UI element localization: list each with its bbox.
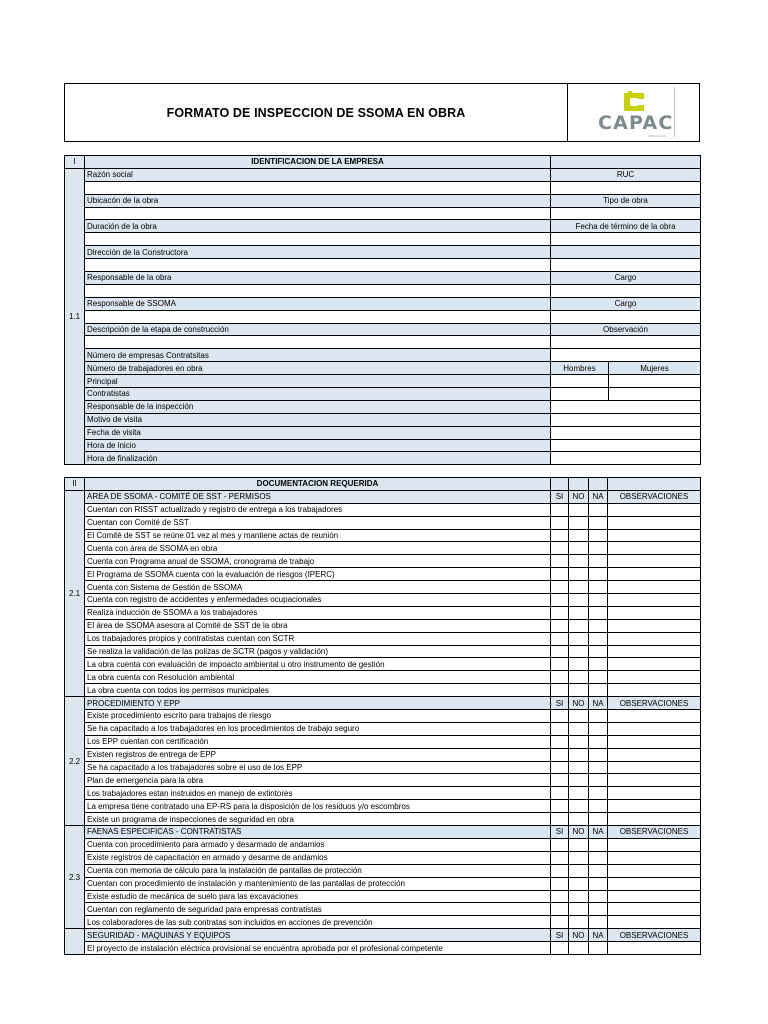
field-na[interactable] — [589, 568, 608, 581]
field-observaciones[interactable] — [608, 864, 701, 877]
label-cargo-ssoma: Cargo — [551, 297, 701, 310]
column-header-observaciones: OBSERVACIONES — [608, 697, 701, 710]
form-title: FORMATO DE INSPECCION DE SSOMA EN OBRA — [65, 84, 568, 141]
field-na[interactable] — [589, 671, 608, 684]
checklist-row — [65, 555, 701, 568]
field-no[interactable] — [569, 761, 589, 774]
field-si[interactable] — [551, 581, 569, 594]
field-na[interactable] — [589, 658, 608, 671]
label-responsable-ssoma: Responsable de SSOMA — [85, 297, 551, 310]
field-no[interactable] — [569, 568, 589, 581]
field-si[interactable] — [551, 761, 569, 774]
field-na[interactable] — [589, 542, 608, 555]
checklist-item: La obra cuenta con evaluación de impoacto ambiental u otro instrumento de gestión — [85, 658, 551, 671]
field-direccion-extra[interactable] — [551, 259, 701, 272]
checklist-item: La obra cuenta con Resolución ambiental — [85, 671, 551, 684]
label-duracion: Duración de la obra — [85, 220, 551, 233]
field-observaciones[interactable] — [608, 594, 701, 607]
field-no[interactable] — [569, 851, 589, 864]
field-contratistas-hombres[interactable] — [551, 388, 609, 401]
column-header-na: NA — [589, 490, 608, 503]
section-number: II — [65, 478, 85, 491]
field-na[interactable] — [589, 632, 608, 645]
field-observaciones[interactable] — [608, 851, 701, 864]
field-na[interactable] — [589, 787, 608, 800]
field-no[interactable] — [569, 581, 589, 594]
checklist-row — [65, 606, 701, 619]
column-header-na: NA — [589, 929, 608, 942]
field-observaciones[interactable] — [608, 619, 701, 632]
column-header-si: SI — [551, 929, 569, 942]
field-observaciones[interactable] — [608, 800, 701, 813]
checklist-item: Existe estudio de mecánica de suelo para las excavaciones — [85, 890, 551, 903]
label-responsable-obra: Responsable de la obra — [85, 272, 551, 285]
field-observaciones[interactable] — [608, 890, 701, 903]
label-ubicacion: Ubicacón de la obra — [85, 194, 551, 207]
checklist-row — [65, 916, 701, 929]
checklist-item: Los EPP cuentan con certificación — [85, 735, 551, 748]
checklist-item: Realiza inducción de SSOMA a los trabajadores — [85, 606, 551, 619]
checklist-row — [65, 671, 701, 684]
field-cargo-ssoma[interactable] — [551, 310, 701, 323]
label-num-empresas: Número de empresas Contratsitas — [85, 349, 551, 362]
column-header-na: NA — [589, 826, 608, 839]
column-header-si: SI — [551, 826, 569, 839]
field-na[interactable] — [589, 864, 608, 877]
field-observaciones[interactable] — [608, 877, 701, 890]
header-blank — [569, 478, 589, 491]
field-direccion[interactable] — [85, 259, 551, 272]
subsection-number — [65, 929, 85, 955]
field-ruc[interactable] — [551, 181, 701, 194]
field-si[interactable] — [551, 864, 569, 877]
field-si[interactable] — [551, 684, 569, 697]
field-duracion[interactable] — [85, 233, 551, 246]
field-na[interactable] — [589, 903, 608, 916]
label-responsable-inspeccion: Responsable de la inspección — [85, 400, 551, 413]
header-blank — [589, 478, 608, 491]
field-observaciones[interactable] — [608, 942, 701, 955]
field-observaciones[interactable] — [608, 516, 701, 529]
field-fecha-visita[interactable] — [551, 426, 701, 439]
field-principal-hombres[interactable] — [551, 375, 609, 388]
checklist-item: Cuenta con memoria de cálculo para la instalación de pantallas de protección — [85, 864, 551, 877]
field-num-empresas[interactable] — [551, 349, 701, 362]
subsection-title: PROCEDIMIENTO Y EPP — [85, 697, 551, 710]
checklist-item: Se ha capacitado a los trabajadores sobre el uso de los EPP — [85, 761, 551, 774]
checklist-row — [65, 864, 701, 877]
checklist-item: La obra cuenta con todos los permisos municipales — [85, 684, 551, 697]
field-observaciones[interactable] — [608, 916, 701, 929]
label-hora-inicio: Hora de inicio — [85, 439, 551, 452]
label-fecha-visita: Fecha de visita — [85, 426, 551, 439]
field-tipo-obra[interactable] — [551, 207, 701, 220]
subsection-number: 1.1 — [65, 168, 85, 464]
checklist-item: Cuentan con reglamento de seguridad para empresas contratistas — [85, 903, 551, 916]
field-na[interactable] — [589, 606, 608, 619]
field-observaciones[interactable] — [608, 748, 701, 761]
checklist-item: Plan de emergencia para la obra — [85, 774, 551, 787]
checklist-item: Los trabajadores propios y contratistas cuentan con SCTR — [85, 632, 551, 645]
checklist-item: Cuenta con Programa anual de SSOMA, cronograma de trabajo — [85, 555, 551, 568]
label-contratistas: Contratistas — [85, 388, 551, 401]
logo-wordmark: CAPAC — [598, 112, 674, 134]
field-observaciones[interactable] — [608, 555, 701, 568]
checklist-item: Cuentan con RISST actualizado y registro de entrega a los trabajadores — [85, 503, 551, 516]
field-no[interactable] — [569, 710, 589, 723]
field-observaciones[interactable] — [608, 581, 701, 594]
column-header-na: NA — [589, 697, 608, 710]
field-na[interactable] — [589, 619, 608, 632]
field-no[interactable] — [569, 542, 589, 555]
checklist-row — [65, 529, 701, 542]
field-na[interactable] — [589, 684, 608, 697]
field-observaciones[interactable] — [608, 710, 701, 723]
section-documentacion — [64, 477, 701, 955]
field-na[interactable] — [589, 838, 608, 851]
checklist-item: Se ha capacitado a los trabajadores en los procedimientos de trabajo seguro — [85, 722, 551, 735]
field-principal-mujeres[interactable] — [609, 375, 701, 388]
field-no[interactable] — [569, 594, 589, 607]
header-blank — [551, 478, 569, 491]
checklist-item: El Comité de SST se reúne 01 vez al mes y mantiene actas de reunión — [85, 529, 551, 542]
subsection-title: FAENAS ESPECIFICAS - CONTRATISTAS — [85, 826, 551, 839]
field-si[interactable] — [551, 903, 569, 916]
checklist-row — [65, 800, 701, 813]
field-na[interactable] — [589, 503, 608, 516]
field-observaciones[interactable] — [608, 761, 701, 774]
field-no[interactable] — [569, 748, 589, 761]
field-observaciones[interactable] — [608, 503, 701, 516]
label-principal: Principal — [85, 375, 551, 388]
column-header-si: SI — [551, 490, 569, 503]
field-si[interactable] — [551, 594, 569, 607]
checklist-item: Existe un programa de inspecciones de seguridad en obra — [85, 813, 551, 826]
section-identificacion — [64, 155, 701, 465]
field-observaciones[interactable] — [608, 787, 701, 800]
header-blank — [551, 156, 701, 169]
field-no[interactable] — [569, 606, 589, 619]
field-no[interactable] — [569, 684, 589, 697]
field-observaciones[interactable] — [608, 632, 701, 645]
checklist-item: Existe procedimiento escrito para trabajos de riesgo — [85, 710, 551, 723]
capac-logo-icon — [622, 91, 646, 113]
column-header-observaciones: OBSERVACIONES — [608, 826, 701, 839]
field-na[interactable] — [589, 516, 608, 529]
field-no[interactable] — [569, 877, 589, 890]
field-na[interactable] — [589, 555, 608, 568]
checklist-item: Los trabajadores estan instruidos en manejo de extintores — [85, 787, 551, 800]
field-si[interactable] — [551, 800, 569, 813]
checklist-item: Cuenta con área de SSOMA en obra — [85, 542, 551, 555]
field-si[interactable] — [551, 568, 569, 581]
field-razon-social[interactable] — [85, 181, 551, 194]
field-na[interactable] — [589, 761, 608, 774]
checklist-row — [65, 890, 701, 903]
field-observaciones[interactable] — [608, 645, 701, 658]
field-observaciones[interactable] — [608, 722, 701, 735]
checklist-item: El área de SSOMA asesora al Comité de SST de la obra — [85, 619, 551, 632]
column-header-observaciones: OBSERVACIONES — [608, 929, 701, 942]
field-no[interactable] — [569, 864, 589, 877]
field-no[interactable] — [569, 787, 589, 800]
field-no[interactable] — [569, 916, 589, 929]
field-na[interactable] — [589, 877, 608, 890]
field-responsable-obra[interactable] — [85, 284, 551, 297]
field-si[interactable] — [551, 748, 569, 761]
field-si[interactable] — [551, 516, 569, 529]
section-number: I — [65, 156, 85, 169]
checklist-row — [65, 903, 701, 916]
field-observaciones[interactable] — [608, 903, 701, 916]
field-observaciones[interactable] — [608, 684, 701, 697]
field-cargo-obra[interactable] — [551, 284, 701, 297]
field-na[interactable] — [589, 722, 608, 735]
checklist-row — [65, 838, 701, 851]
label-num-trabajadores: Número de trabajadores en obra — [85, 362, 551, 375]
checklist-item: El proyecto de instalación eléctrica provisional se encuentra aprobada por el profesional competente — [85, 942, 551, 955]
field-no[interactable] — [569, 503, 589, 516]
checklist-row — [65, 503, 701, 516]
checklist-item: Existen registros de entrega de EPP — [85, 748, 551, 761]
field-si[interactable] — [551, 813, 569, 826]
column-header-si: SI — [551, 697, 569, 710]
field-observaciones[interactable] — [608, 606, 701, 619]
subsection-number: 2.2 — [65, 697, 85, 826]
field-contratistas-mujeres[interactable] — [609, 388, 701, 401]
form-header — [64, 83, 700, 142]
field-observaciones[interactable] — [608, 813, 701, 826]
field-no[interactable] — [569, 774, 589, 787]
field-si[interactable] — [551, 619, 569, 632]
field-no[interactable] — [569, 735, 589, 748]
column-header-no: NO — [569, 929, 589, 942]
label-hora-fin: Hora de finalización — [85, 452, 551, 465]
checklist-row — [65, 594, 701, 607]
checklist-row — [65, 568, 701, 581]
field-si[interactable] — [551, 916, 569, 929]
field-responsable-inspeccion[interactable] — [551, 400, 701, 413]
column-header-no: NO — [569, 697, 589, 710]
field-no[interactable] — [569, 903, 589, 916]
field-no[interactable] — [569, 838, 589, 851]
checklist-item: Se realiza la validación de las polizas de SCTR (pagos y validación) — [85, 645, 551, 658]
label-direccion: Dirección de la Constructora — [85, 246, 551, 259]
logo-divider — [674, 87, 675, 137]
column-header-observaciones: OBSERVACIONES — [608, 490, 701, 503]
field-responsable-ssoma[interactable] — [85, 310, 551, 323]
subsection-number: 2.1 — [65, 490, 85, 696]
label-observacion: Observación — [551, 323, 701, 336]
field-si[interactable] — [551, 851, 569, 864]
logo-subtitle: ASOCIADOS — [648, 134, 666, 138]
field-observaciones[interactable] — [608, 774, 701, 787]
field-na[interactable] — [589, 813, 608, 826]
column-header-no: NO — [569, 826, 589, 839]
checklist-row — [65, 748, 701, 761]
field-observaciones[interactable] — [608, 735, 701, 748]
field-observaciones[interactable] — [608, 671, 701, 684]
field-ubicacion[interactable] — [85, 207, 551, 220]
field-si[interactable] — [551, 710, 569, 723]
field-observaciones[interactable] — [608, 529, 701, 542]
field-observacion[interactable] — [551, 336, 701, 349]
field-si[interactable] — [551, 542, 569, 555]
field-observaciones[interactable] — [608, 542, 701, 555]
field-no[interactable] — [569, 619, 589, 632]
label-fecha-termino: Fecha de término de la obra — [551, 220, 701, 233]
checklist-row — [65, 632, 701, 645]
field-no[interactable] — [569, 942, 589, 955]
label-motivo: Motivo de visita — [85, 413, 551, 426]
checklist-item: La empresa tiene contratado una EP-RS para la disposición de los residuos y/o escombros — [85, 800, 551, 813]
field-na[interactable] — [589, 529, 608, 542]
checklist-row — [65, 684, 701, 697]
field-no[interactable] — [569, 555, 589, 568]
checklist-row — [65, 761, 701, 774]
field-no[interactable] — [569, 658, 589, 671]
subsection-title: AREA DE SSOMA - COMITÉ DE SST - PERMISOS — [85, 490, 551, 503]
checklist-row — [65, 619, 701, 632]
field-si[interactable] — [551, 735, 569, 748]
field-no[interactable] — [569, 890, 589, 903]
field-na[interactable] — [589, 594, 608, 607]
field-no[interactable] — [569, 632, 589, 645]
label-ruc: RUC — [551, 168, 701, 181]
checklist-item: Cuenta con procedimiento para armado y desarmado de andamios — [85, 838, 551, 851]
field-na[interactable] — [589, 645, 608, 658]
checklist-row — [65, 542, 701, 555]
field-si[interactable] — [551, 645, 569, 658]
checklist-item: El Programa de SSOMA cuenta con la evaluación de riesgos (IPERC) — [85, 568, 551, 581]
field-observaciones[interactable] — [608, 838, 701, 851]
field-na[interactable] — [589, 916, 608, 929]
field-no[interactable] — [569, 671, 589, 684]
field-na[interactable] — [589, 735, 608, 748]
field-descripcion[interactable] — [85, 336, 551, 349]
field-si[interactable] — [551, 942, 569, 955]
checklist-row — [65, 710, 701, 723]
checklist-row — [65, 645, 701, 658]
checklist-row — [65, 774, 701, 787]
checklist-item: Existe registros de capacitación en armado y desarme de andamios — [85, 851, 551, 864]
field-na[interactable] — [589, 581, 608, 594]
field-observaciones[interactable] — [608, 658, 701, 671]
field-si[interactable] — [551, 787, 569, 800]
checklist-row — [65, 516, 701, 529]
subsection-number: 2.3 — [65, 826, 85, 929]
checklist-row — [65, 942, 701, 955]
field-na[interactable] — [589, 890, 608, 903]
field-si[interactable] — [551, 838, 569, 851]
header-blank — [608, 478, 701, 491]
field-observaciones[interactable] — [608, 568, 701, 581]
field-hora-fin[interactable] — [551, 452, 701, 465]
checklist-row — [65, 658, 701, 671]
field-na[interactable] — [589, 942, 608, 955]
field-no[interactable] — [569, 645, 589, 658]
label-razon-social: Razón social — [85, 168, 551, 181]
checklist-item: Los colaboradores de las sub contratas son incluidos en acciones de prevención — [85, 916, 551, 929]
label-hombres: Hombres — [551, 362, 609, 375]
checklist-row — [65, 735, 701, 748]
field-na[interactable] — [589, 774, 608, 787]
field-si[interactable] — [551, 774, 569, 787]
checklist-row — [65, 851, 701, 864]
field-si[interactable] — [551, 658, 569, 671]
checklist-row — [65, 581, 701, 594]
field-si[interactable] — [551, 529, 569, 542]
field-fecha-termino[interactable] — [551, 233, 701, 246]
checklist-row — [65, 877, 701, 890]
checklist-item: Cuentan con procedimiento de instalación y mantenimiento de las pantallas de protección — [85, 877, 551, 890]
field-motivo[interactable] — [551, 413, 701, 426]
field-no[interactable] — [569, 813, 589, 826]
field-na[interactable] — [589, 748, 608, 761]
label-descripcion: Descripción de la etapa de construcción — [85, 323, 551, 336]
label-tipo-obra: Tipo de obra — [551, 194, 701, 207]
field-no[interactable] — [569, 516, 589, 529]
column-header-no: NO — [569, 490, 589, 503]
section-title: DOCUMENTACION REQUERIDA — [85, 478, 551, 491]
field-si[interactable] — [551, 555, 569, 568]
checklist-row — [65, 813, 701, 826]
field-si[interactable] — [551, 503, 569, 516]
label-cargo-obra: Cargo — [551, 272, 701, 285]
field-si[interactable] — [551, 890, 569, 903]
field-no[interactable] — [569, 529, 589, 542]
field-hora-inicio[interactable] — [551, 439, 701, 452]
section-title: IDENTIFICACION DE LA EMPRESA — [85, 156, 551, 169]
field-na[interactable] — [589, 710, 608, 723]
field-si[interactable] — [551, 722, 569, 735]
company-logo — [568, 84, 699, 141]
checklist-item: Cuentan con Comité de SST — [85, 516, 551, 529]
checklist-row — [65, 722, 701, 735]
label-direccion-blank — [551, 246, 701, 259]
checklist-item: Cuenta con registro de accidentes y enfermedades ocupacionales — [85, 594, 551, 607]
field-no[interactable] — [569, 800, 589, 813]
field-si[interactable] — [551, 877, 569, 890]
field-na[interactable] — [589, 800, 608, 813]
checklist-row — [65, 787, 701, 800]
checklist-item: Cuenta con Sistema de Gestión de SSOMA — [85, 581, 551, 594]
field-si[interactable] — [551, 671, 569, 684]
field-si[interactable] — [551, 632, 569, 645]
field-si[interactable] — [551, 606, 569, 619]
label-mujeres: Mujeres — [609, 362, 701, 375]
subsection-title: SEGURIDAD - MAQUINAS Y EQUIPOS — [85, 929, 551, 942]
field-no[interactable] — [569, 722, 589, 735]
field-na[interactable] — [589, 851, 608, 864]
